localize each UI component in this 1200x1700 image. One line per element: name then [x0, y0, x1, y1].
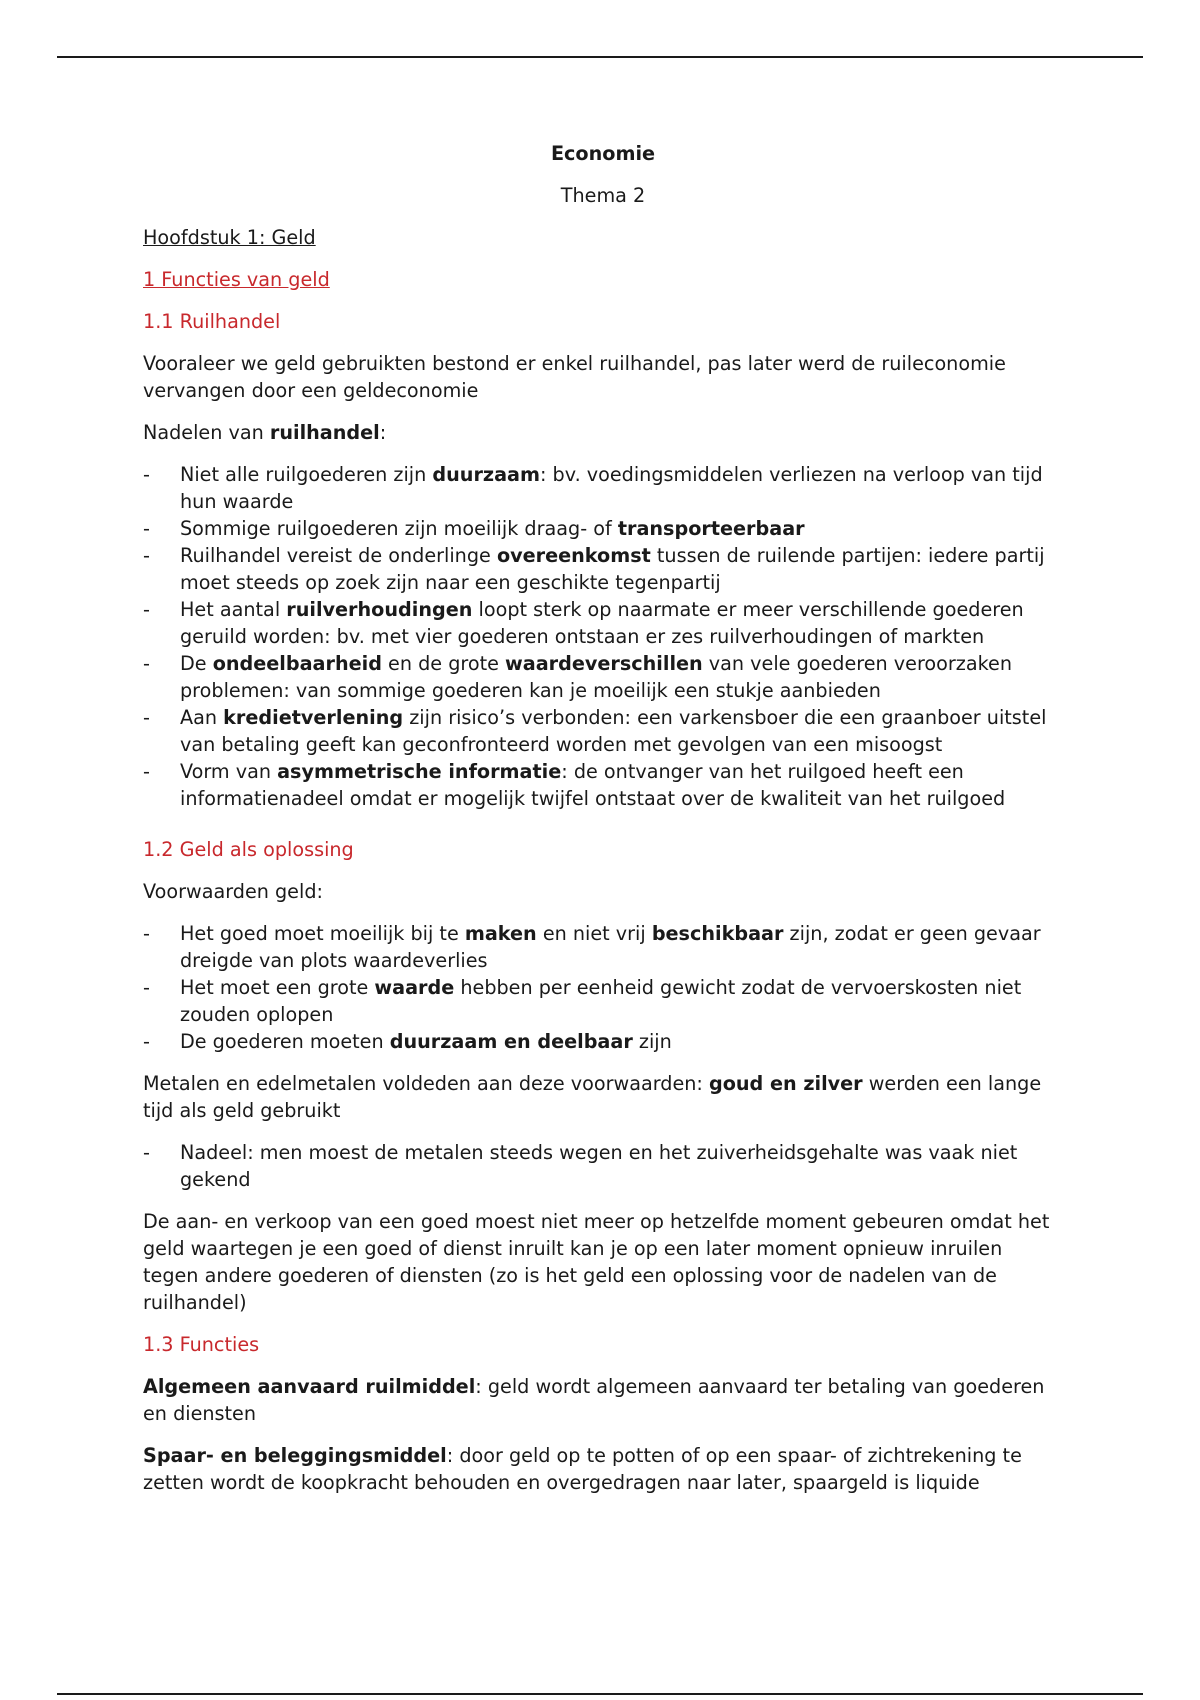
list-item: - Niet alle ruilgoederen zijn duurzaam: bv. voedingsmiddelen verliezen na verloop van tijd hun waarde	[143, 461, 1063, 515]
list-item: - Sommige ruilgoederen zijn moeilijk draag- of transporteerbaar	[143, 515, 1063, 542]
document-title: Economie	[550, 142, 656, 165]
aankoop-paragraph: De aan- en verkoop van een goed moest niet meer op hetzelfde moment gebeuren omdat het geld waartegen je een goed of dienst inruilt kan je op een later moment opnieuw inruilen tegen andere goederen of diensten (zo is het geld een oplossing voor de nadelen van de ruilhandel)	[143, 1210, 1050, 1314]
list-item: - De ondeelbaarheid en de grote waardeverschillen van vele goederen veroorzaken problemen: van sommige goederen kan je moeilijk een stukje aanbieden	[143, 650, 1063, 704]
nadeel-list	[143, 1139, 1063, 1193]
list-item: - Het moet een grote waarde hebben per eenheid gewicht zodat de vervoerskosten niet zouden oplopen	[143, 974, 1063, 1028]
list-item: - Aan kredietverlening zijn risico’s verbonden: een varkensboer die een graanboer uitstel van betaling geeft kan geconfronteerd worden met gevolgen van een misoogst	[143, 704, 1063, 758]
voorwaarden-label: Voorwaarden geld:	[143, 880, 323, 903]
list-item: - Het aantal ruilverhoudingen loopt sterk op naarmate er meer verschillende goederen geruild worden: bv. met vier goederen ontstaan er zes ruilverhoudingen of markten	[143, 596, 1063, 650]
header-rule	[57, 56, 1143, 58]
subsection-heading-geld-als-oplossing: 1.2 Geld als oplossing	[143, 838, 354, 861]
list-item: - De goederen moeten duurzaam en deelbaar zijn	[143, 1028, 1063, 1055]
intro-paragraph: Vooraleer we geld gebruikten bestond er enkel ruilhandel, pas later werd de ruileconomie vervangen door een geldeconomie	[143, 352, 1006, 402]
document-subtitle: Thema 2	[560, 184, 646, 207]
subsection-heading-ruilhandel: 1.1 Ruilhandel	[143, 310, 281, 333]
voorwaarden-list	[143, 920, 1063, 1055]
chapter-heading: Hoofdstuk 1: Geld	[143, 226, 316, 249]
list-item: - Nadeel: men moest de metalen steeds wegen en het zuiverheidsgehalte was vaak niet gekend	[143, 1139, 1063, 1193]
metalen-paragraph: Metalen en edelmetalen voldeden aan deze voorwaarden: goud en zilver werden een lange tijd als geld gebruikt	[143, 1072, 1042, 1122]
list-item: - Ruilhandel vereist de onderlinge overeenkomst tussen de ruilende partijen: iedere partij moet steeds op zoek zijn naar een geschikte tegenpartij	[143, 542, 1063, 596]
ruilmiddel-paragraph: Algemeen aanvaard ruilmiddel: geld wordt algemeen aanvaard ter betaling van goederen en diensten	[143, 1375, 1045, 1425]
nadelen-list	[143, 461, 1063, 812]
subsection-heading-functies: 1.3 Functies	[143, 1333, 260, 1356]
spaar-paragraph: Spaar- en beleggingsmiddel: door geld op te potten of op een spaar- of zichtrekening te zetten wordt de koopkracht behouden en overgedragen naar later, spaargeld is liquide	[143, 1444, 1022, 1494]
list-item: - Vorm van asymmetrische informatie: de ontvanger van het ruilgoed heeft een informatienadeel omdat er mogelijk twijfel ontstaat over de kwaliteit van het ruilgoed	[143, 758, 1063, 812]
nadelen-label: Nadelen van ruilhandel:	[143, 421, 387, 444]
list-item: - Het goed moet moeilijk bij te maken en niet vrij beschikbaar zijn, zodat er geen gevaar dreigde van plots waardeverlies	[143, 920, 1063, 974]
footer-rule	[57, 1693, 1143, 1695]
document-body	[143, 140, 1063, 1511]
section-heading: 1 Functies van geld	[143, 268, 330, 291]
